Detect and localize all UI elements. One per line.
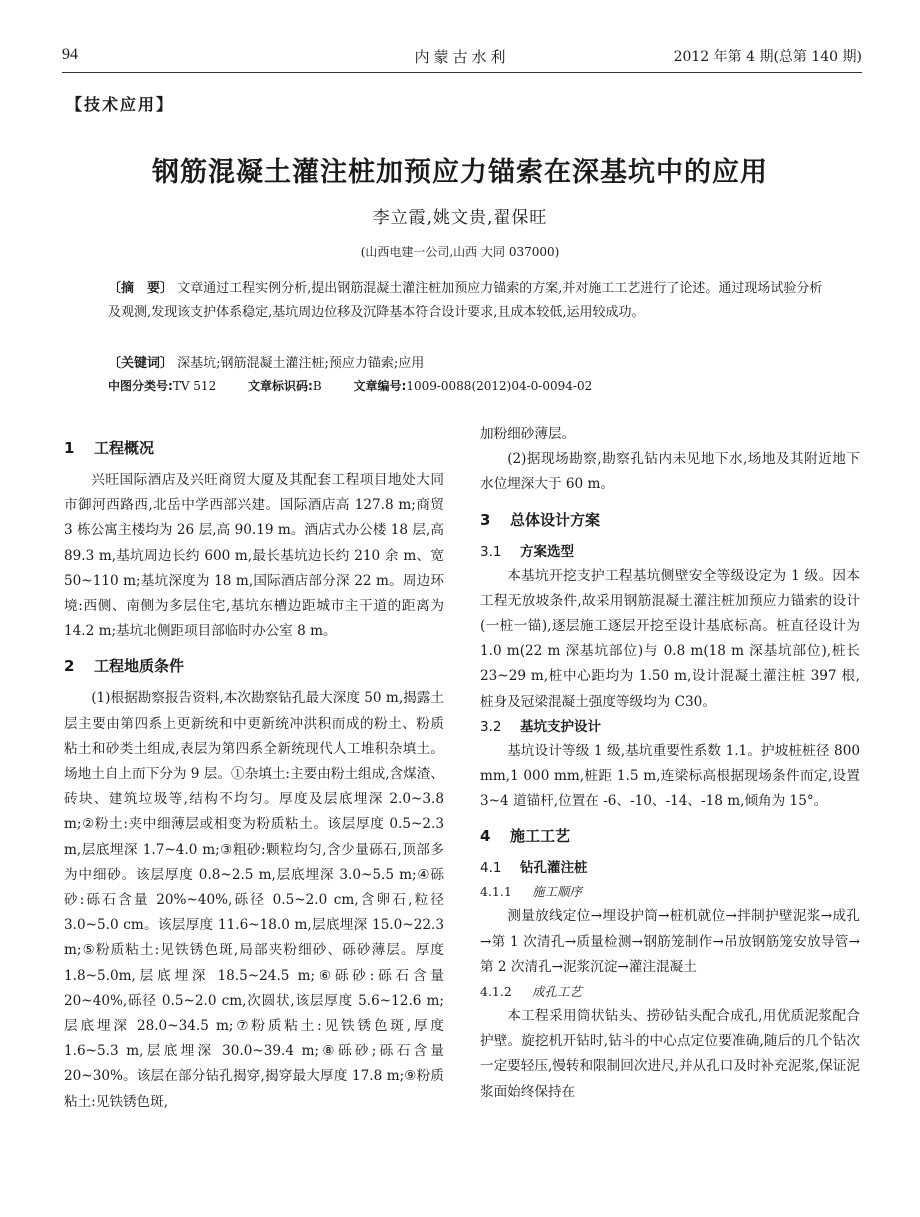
running-header [62, 44, 862, 73]
subsection-heading: 3.2 基坑支护设计 [480, 718, 601, 735]
section-heading: 2 工程地质条件 [64, 657, 185, 676]
paper-title: 钢筋混凝土灌注桩加预应力锚索在深基坑中的应用 [152, 157, 768, 188]
article-no-value: 1009-0088(2012)04-0-0094-02 [406, 379, 593, 393]
doc-code-label: 文章标识码: [248, 379, 313, 393]
paragraph: (2)据现场勘察,勘察孔钻内未见地下水,场地及其附近地下水位埋深大于 60 m。 [480, 451, 860, 493]
subsection-heading: 4.1 钻孔灌注桩 [480, 860, 588, 877]
affiliation: (山西电建一公司,山西 大同 037000) [360, 245, 560, 259]
clc-label: 中图分类号: [108, 379, 173, 393]
section-heading: 1 工程概况 [64, 439, 155, 457]
paragraph: 基坑设计等级 1 级,基坑重要性系数 1.1。护坡桩桩径 800 mm,1 000 mm,桩距 1.5 m,连梁标高根据现场条件而定,设置 3~4 道锚杆,位置在 -6、-10、-14、-18 m,倾角为 15°。 [480, 742, 860, 810]
page-number: 94 [62, 46, 78, 63]
issue-info: 2012 年第 4 期(总第 140 期) [673, 49, 862, 65]
paragraph: 测量放线定位→埋设护筒→桩机就位→拌制护壁泥浆→成孔→第 1 次清孔→质量检测→钢筋笼制作→吊放钢筋笼安放导管→第 2 次清孔→泥浆沉淀→灌注混凝土 [480, 908, 860, 975]
journal-name: 内蒙古水利 [414, 48, 510, 66]
paragraph: (1)根据勘察报告资料,本次勘察钻孔最大深度 50 m,揭露土层主要由第四系上更新统和中更新统冲洪积而成的粉土、粉质粘土和砂类土组成,表层为第四系全新统现代人工堆积杂填土。场地土自上而下分为 9 层。①杂填土:主要由粉土组成,含煤渣、砖块、建筑垃圾等,结构不均匀。厚度及层底埋深 2.0~3.8 m;②粉土:夹中细薄层或相变为粉质粘土。该层厚度 0.5~2.3 m,层底埋深 1.7~4.0 m;③粗砂:颗粒均匀,含少量砾石,顶部多为中细砂。该层厚度 0.8~2.5 m,层底埋深 3.0~5.5 m;④砾砂:砾石含量 20%~40%,砾径 0.5~2.0 cm,含卵石,粒径 3.0~5.0 cm。该层厚度 11.6~18.0 m,层底埋深 15.0~22.3 m;⑤粉质粘土:见铁锈色斑,局部夹粉细砂、砾砂薄层。厚度 1.8~5.0m,层底埋深 18.5~24.5 m;⑥砾砂:砾石含量 20~40%,砾径 0.5~2.0 cm,次圆状,该层厚度 5.6~12.6 m;层底埋深 28.0~34.5 m;⑦粉质粘土:见铁锈色斑,厚度 1.6~5.3 m,层底埋深 30.0~39.4 m;⑧砾砂;砾石含量 20~30%。该层在部分钻孔揭穿,揭穿最大厚度 17.8 m;⑨粉质粘土:见铁锈色斑, [64, 690, 444, 1110]
paragraph: 兴旺国际酒店及兴旺商贸大厦及其配套工程项目地处大同市御河西路西,北岳中学西部兴建。国际酒店高 127.8 m;商贸 3 栋公寓主楼均为 26 层,高 90.19 m。酒店式办公楼 18 层,高 89.3 m,基坑周边长约 600 m,最长基坑边长约 210 余 m、宽 50~110 m;基坑深度为 18 m,国际酒店部分深 22 m。周边环境:西侧、南侧为多层住宅,基坑东槽边距城市主干道的距离为 14.2 m;基坑北侧距项目部临时办公室 8 m。 [64, 472, 444, 640]
paragraph: 本工程采用筒状钻头、捞砂钻头配合成孔,用优质泥浆配合护壁。旋挖机开钻时,钻斗的中心点定位要准确,随后的几个钻次一定要轻压,慢转和限制回次进尺,并从孔口及时补充泥浆,保证泥浆面始终保持在 [480, 1008, 860, 1100]
left-column [64, 426, 444, 1115]
paragraph: 本基坑开挖支护工程基坑侧壁安全等级设定为 1 级。因本工程无放坡条件,故采用钢筋混凝土灌注桩加预应力锚索的设计(一桩一锚),逐层施工逐层开挖至设计基底标高。桩直径设计为 1.0 m(22 m 深基坑部位)与 0.8 m(18 m 深基坑部位),桩长 23~29 m,桩中心距均为 1.50 m,设计混凝土灌注桩 397 根,桩身及冠梁混凝土强度等级均为 C30。 [480, 567, 860, 710]
authors: 李立霞,姚文贵,翟保旺 [372, 208, 548, 228]
doc-code-value: B [312, 379, 322, 393]
subsubsection-heading: 4.1.1 施工顺序 [480, 884, 583, 900]
subsubsection-heading: 4.1.2 成孔工艺 [480, 984, 583, 1000]
keywords [108, 352, 828, 371]
paragraph: 加粉细砂薄层。 [480, 426, 576, 442]
keywords-text: 深基坑;钢筋混凝土灌注桩;预应力锚索;应用 [177, 356, 425, 371]
abstract-label: 〔摘 要〕 [108, 281, 174, 296]
section-heading: 4 施工工艺 [480, 827, 571, 846]
subsection-heading: 3.1 方案选型 [480, 543, 574, 560]
abstract-text: 文章通过工程实例分析,提出钢筋混凝土灌注桩加预应力锚索的方案,并对施工工艺进行了论述。通过现场试验分析及观测,发现该支护体系稳定,基坑周边位移及沉降基本符合设计要求,且成本较低,运用较成功。 [108, 281, 823, 320]
keywords-label: 〔关键词〕 [108, 356, 174, 371]
classification-line [108, 377, 828, 394]
article-no-label: 文章编号: [353, 379, 407, 393]
column-tag: 【技术应用】 [66, 95, 175, 114]
clc-value: TV 512 [172, 379, 217, 393]
section-heading: 3 总体设计方案 [480, 510, 601, 529]
right-column [480, 422, 860, 1105]
abstract [108, 277, 828, 325]
